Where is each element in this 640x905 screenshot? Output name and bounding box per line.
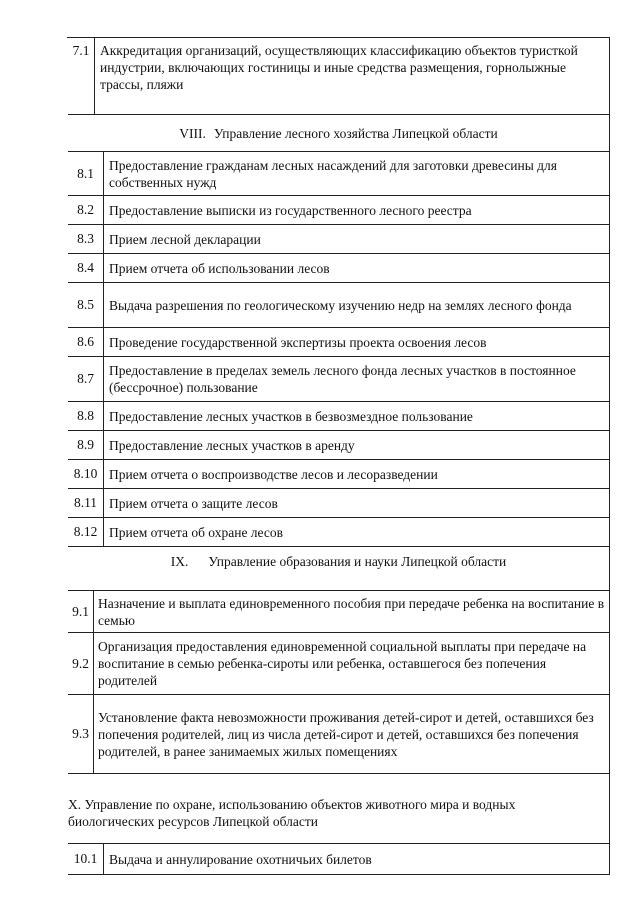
- row-number: 8.1: [68, 152, 104, 195]
- table-row: [68, 225, 610, 254]
- row-number: 8.6: [68, 328, 104, 356]
- row-number: 8.9: [68, 431, 104, 459]
- row-text: Предоставление лесных участков в аренду: [109, 437, 355, 453]
- row-number: 8.12: [68, 518, 104, 546]
- table-row: [68, 844, 610, 875]
- section-name: Управление образования и науки Липецкой области: [208, 554, 507, 569]
- table-row: [68, 591, 610, 633]
- row-text: Организация предоставления единовременной социальной выплаты при передаче на воспитание в семью ребенка-сироты или ребенка, оставшегося без попечения родителей: [98, 639, 587, 688]
- row-text: Предоставление в пределах земель лесного фонда лесных участков в постоянное (бессрочное) пользование: [109, 363, 576, 395]
- row-number: 9.1: [68, 591, 94, 632]
- table-row: [68, 38, 610, 115]
- section-name: Управление по охране, использованию объектов животного мира и водных: [84, 797, 516, 812]
- row-text: Предоставление лесных участков в безвозмездное пользование: [109, 408, 473, 424]
- row-text: Прием отчета о воспроизводстве лесов и лесоразведении: [109, 466, 438, 482]
- section-title-line2: биологических ресурсов Липецкой области: [68, 814, 318, 829]
- row-text: Прием отчета о защите лесов: [109, 495, 278, 511]
- section-name: Управление лесного хозяйства Липецкой области: [213, 125, 498, 141]
- section-number: VIII.: [179, 125, 206, 141]
- table-row: [68, 357, 610, 402]
- table-row: [68, 633, 610, 695]
- row-text: Проведение государственной экспертизы проекта освоения лесов: [109, 334, 487, 350]
- row-text: Прием отчета об охране лесов: [109, 524, 283, 540]
- section-header-row: [68, 774, 610, 844]
- row-text: Выдача разрешения по геологическому изучению недр на землях лесного фонда: [109, 297, 572, 313]
- table-row: [68, 283, 610, 328]
- section-header-row: [68, 547, 610, 591]
- row-number: 9.3: [68, 695, 94, 773]
- table-row: [68, 489, 610, 518]
- table-row: [68, 152, 610, 196]
- row-text: Выдача и аннулирование охотничьих билетов: [109, 851, 372, 867]
- row-number: 8.10: [68, 460, 104, 488]
- section-title: [68, 547, 609, 590]
- section-number: IX.: [170, 554, 189, 569]
- table-row: [68, 328, 610, 357]
- row-text: Предоставление выписки из государственного лесного реестра: [109, 202, 472, 218]
- row-text: Прием отчета об использовании лесов: [109, 260, 330, 276]
- table-row: [68, 460, 610, 489]
- section-header-row: [68, 115, 610, 152]
- table-row: [68, 402, 610, 431]
- row-number: 8.3: [68, 225, 104, 253]
- row-text: Аккредитация организаций, осуществляющих классификацию объектов туристкой индустрии, включающих гостиницы и иные средства размещения, горнолыжные трассы, пляжи: [100, 43, 578, 92]
- section-title: [68, 774, 609, 843]
- section-title-line1: [68, 796, 515, 813]
- row-number: 10.1: [68, 844, 104, 874]
- services-table: [67, 37, 610, 867]
- row-number: 8.8: [68, 402, 104, 430]
- row-number: 9.2: [68, 633, 94, 694]
- row-number: 8.11: [68, 489, 104, 517]
- row-number: 8.4: [68, 254, 104, 282]
- row-text: Предоставление гражданам лесных насаждений для заготовки древесины для собственных нужд: [109, 157, 557, 190]
- table-row: [68, 518, 610, 547]
- row-number: 7.1: [68, 38, 95, 114]
- row-number: 8.5: [68, 283, 104, 327]
- row-number: 8.7: [68, 357, 104, 401]
- row-text: Прием лесной декларации: [109, 231, 261, 247]
- table-row: [68, 431, 610, 460]
- row-text: Назначение и выплата единовременного пособия при передаче ребенка на воспитание в семью: [98, 595, 605, 628]
- table-row: [68, 695, 610, 774]
- table-row: [68, 254, 610, 283]
- row-number: 8.2: [68, 196, 104, 224]
- section-number: X.: [68, 797, 82, 812]
- section-title: [68, 115, 609, 151]
- table-row: [68, 196, 610, 225]
- row-text: Установление факта невозможности проживания детей-сирот и детей, оставшихся без попечения родителей, лиц из числа детей-сирот и детей, оставшихся без попечения родителей, в ранее занимаемых жилых помещениях: [98, 709, 594, 759]
